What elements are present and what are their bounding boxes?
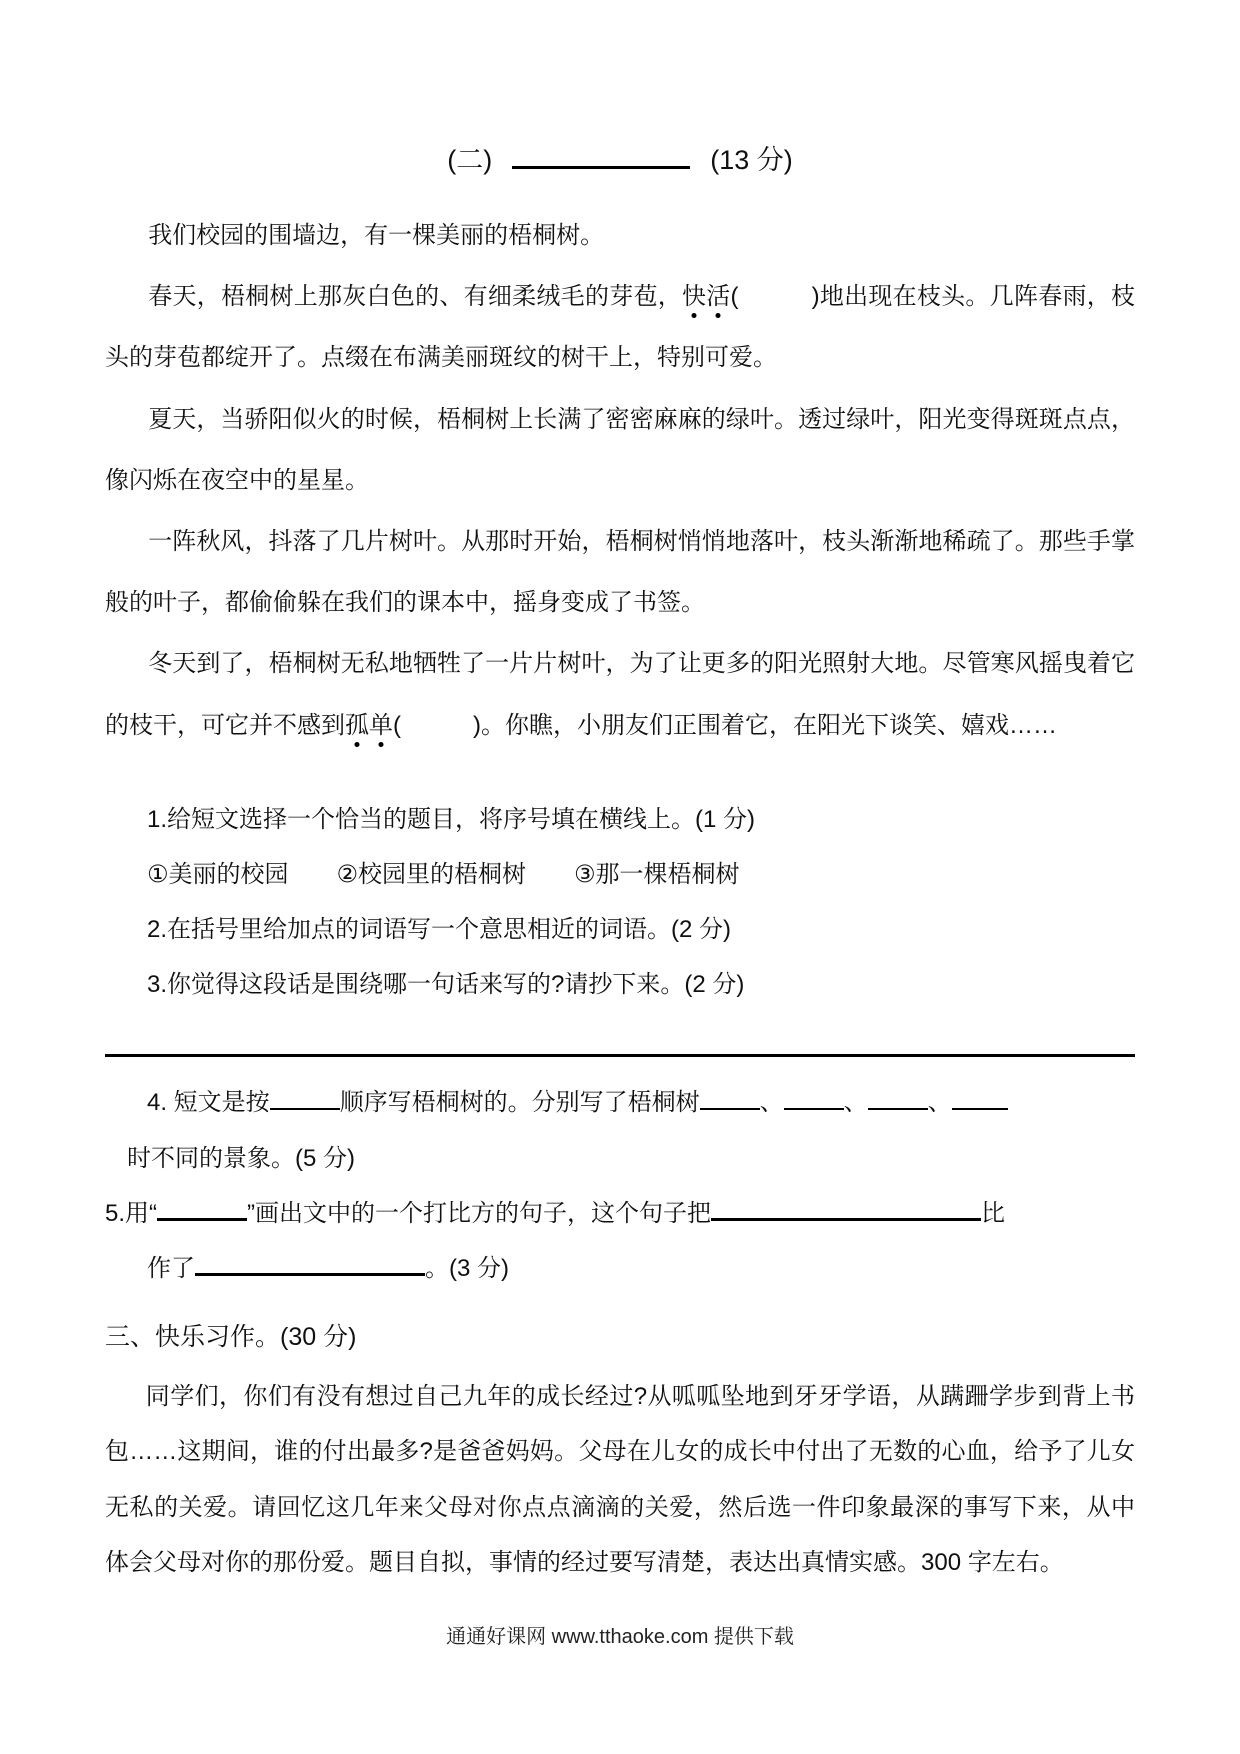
q4-separator-2: 、 xyxy=(843,1089,868,1117)
passage-paragraph-4 xyxy=(105,511,1135,633)
question-5 xyxy=(105,1186,1135,1241)
passage-p5-text: 冬天到了，梧桐树无私地牺牲了一片片树叶，为了让更多的阳光照射大地。尽管寒风摇曳着它的枝干，可它并不感到 xyxy=(105,650,1135,739)
passage-paragraph-1 xyxy=(105,205,1135,266)
question-5-continued xyxy=(105,1241,1135,1296)
passage-paragraph-2 xyxy=(105,266,1135,388)
answer-blank-line xyxy=(105,1012,1135,1057)
reading-passage xyxy=(105,205,1135,756)
q5-text-b: ”画出文中的一个打比方的句子，这个句子把 xyxy=(247,1199,712,1227)
q5-text-c: 比 xyxy=(981,1199,1006,1227)
section2-score: (13 分) xyxy=(710,145,793,175)
q5-blank-subject xyxy=(711,1194,981,1221)
section-3 xyxy=(105,1310,1135,1590)
question-3: 3.你觉得这段话是围绕哪一句话来写的?请抄下来。(2 分) xyxy=(147,971,745,999)
writing-prompt: 同学们，你们有没有想过自己九年的成长经过?从呱呱坠地到牙牙学语，从蹒跚学步到背上书包……这期间，谁的付出最多?是爸爸妈妈。父母在儿女的成长中付出了无数的心血，给予了儿女无私的关爱。请回忆这几年来父母对你点点滴滴的关爱，然后选一件印象最深的事写下来，从中体会父母对你的那份爱。题目自拟，事情的经过要写清楚，表达出真情实感。300 字左右。 xyxy=(105,1383,1135,1576)
passage-p1-text: 我们校园的围墙边，有一棵美丽的梧桐树。 xyxy=(148,222,605,249)
q4-separator-3: 、 xyxy=(927,1089,952,1117)
q5-blank-object xyxy=(195,1249,425,1276)
page-footer: 通通好课网 www.tthaoke.com 提供下载 xyxy=(446,1626,794,1648)
title-blank-line xyxy=(512,139,690,169)
q4-blank-3 xyxy=(868,1084,928,1110)
section2-heading xyxy=(105,138,1135,177)
q5-text-a: 5.用“ xyxy=(105,1199,158,1227)
passage-p3-text: 夏天，当骄阳似火的时候，梧桐树上长满了密密麻麻的绿叶。透过绿叶，阳光变得斑斑点点，像闪烁在夜空中的星星。 xyxy=(105,405,1135,494)
question-4 xyxy=(105,1075,1135,1130)
passage-paragraph-3 xyxy=(105,389,1135,511)
q5-blank-mark xyxy=(157,1194,247,1221)
emphasized-word-gudan: 孤单 xyxy=(345,712,393,748)
q4-blank-1 xyxy=(700,1084,760,1110)
q4-blank-4 xyxy=(952,1084,1008,1110)
passage-p2-text: 春天，梧桐树上那灰白色的、有细柔绒毛的芽苞， xyxy=(148,283,682,311)
passage-p5-rest: ( )。你瞧，小朋友们正围着它，在阳光下谈笑、嬉戏…… xyxy=(393,711,1057,739)
question-1: 1.给短文选择一个恰当的题目，将序号填在横线上。(1 分) xyxy=(147,805,756,833)
question-4-continued: 时不同的景象。(5 分) xyxy=(127,1144,355,1172)
q5-text-e: 。(3 分) xyxy=(425,1255,509,1282)
section-3-heading: 三、快乐习作。(30 分) xyxy=(105,1323,357,1352)
passage-p2-rest: ( )地出现在枝头。几阵春雨，枝头的芽苞都绽开了。点缀在布满美丽斑纹的树干上，特别可爱。 xyxy=(105,283,1136,372)
question-list xyxy=(105,792,1135,1297)
q4-blank-2 xyxy=(784,1084,844,1110)
question-1-options: ①美丽的校园 ②校园里的梧桐树 ③那一棵梧桐树 xyxy=(147,860,740,888)
q4-blank-order xyxy=(270,1084,340,1110)
q4-text-b: 顺序写梧桐树的。分别写了梧桐树 xyxy=(339,1089,700,1117)
section2-number: (二) xyxy=(447,145,493,175)
q4-text-a: 4. 短文是按 xyxy=(147,1089,270,1117)
emphasized-word-kuaihuo: 快活 xyxy=(682,283,731,319)
q4-separator-1: 、 xyxy=(759,1089,784,1117)
question-2: 2.在括号里给加点的词语写一个意思相近的词语。(2 分) xyxy=(147,916,732,944)
q5-text-d: 作了 xyxy=(147,1255,195,1282)
passage-paragraph-5 xyxy=(105,633,1135,755)
passage-p4-text: 一阵秋风，抖落了几片树叶。从那时开始，梧桐树悄悄地落叶，枝头渐渐地稀疏了。那些手掌般的叶子，都偷偷躲在我们的课本中，摇身变成了书签。 xyxy=(105,527,1135,617)
